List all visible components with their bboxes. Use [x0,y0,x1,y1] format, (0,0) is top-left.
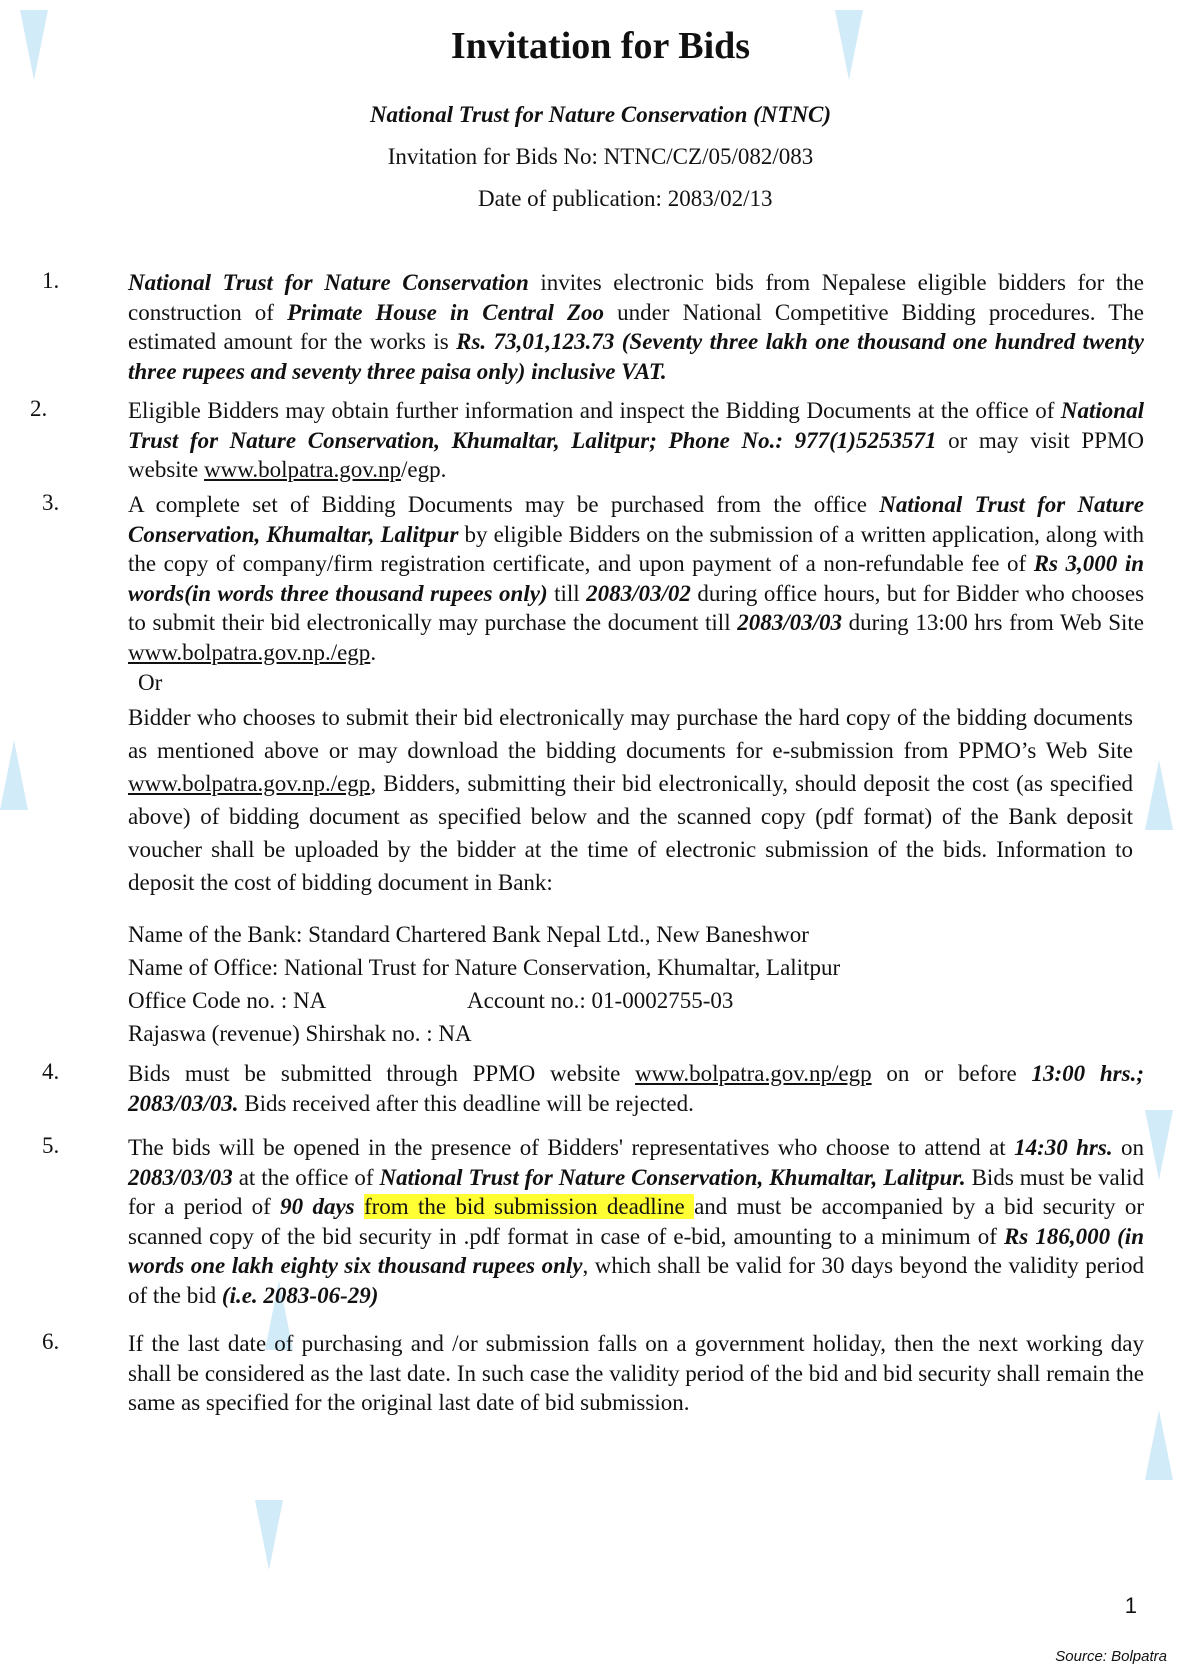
body-text: , Bidders, submitting their bid electronically, should deposit the cost (as specified above) of bidding document as specified below and the scanned copy (pdf format) of the Bank deposit voucher shall be uploaded by the bidder at the time of electronic submission of the bids. Information to deposit the cost of bidding document in Bank: [128,771,1133,895]
ifb-number: Invitation for Bids No: NTNC/CZ/05/082/083 [387,144,814,169]
emphasis-text: Rs. 73,01,123.73 (Seventy three lakh one thousand one hundred twenty three rupees and seventy three paisa only) inclusive VAT. [128,329,1144,384]
body-text: and must be accompanied by a bid security or scanned copy of the bid security in .pdf format in case of e-bid, amounting to a minimum of [128,1194,1144,1249]
body-text: by eligible Bidders on the submission of a written application, along with the copy of company/firm registration certificate, and upon payment of a non-refundable fee of [128,521,1145,576]
link-text[interactable]: www.bolpatra.gov.np./egp [128,771,371,796]
body-text: . [370,639,377,665]
body-text: Bids received after this deadline will be rejected. [238,1090,694,1116]
body-text: The bids will be opened in the presence of Bidders' representatives who choose to attend at [128,1135,1015,1160]
body-text: Bids must be submitted through PPMO website [128,1061,636,1086]
body-text: or may visit PPMO website [128,427,1145,482]
body-text: under National Competitive Bidding procedures. The estimated amount for the works is [128,299,1144,354]
body-text: /egp. [400,457,447,482]
or-separator: Or [138,670,163,695]
source-credit: Source: Bolpatra [1055,1648,1167,1665]
emphasis-text: Rs 186,000 (in words one lakh eighty six thousand rupees only [128,1223,1144,1278]
watermark-arrow-icon [1145,760,1173,830]
body-text: , which shall be valid for 30 days beyond the validity period of the bid [128,1253,1144,1308]
emphasis-text: 2083/03/03 [128,1164,233,1190]
item-number: 3. [42,490,60,515]
office-code: Office Code no. : NA [128,988,327,1013]
body-text: Bids must be valid for a period of [128,1164,1144,1219]
emphasis-text: 14:30 hrs. [1014,1135,1113,1160]
item-number: 5. [42,1133,60,1158]
page-number: 1 [1124,1593,1137,1618]
emphasis-text: 2083/03/03 [737,610,842,635]
body-text: on or before [871,1061,1032,1086]
bank-office-name: Name of Office: National Trust for Nature Conservation, Khumaltar, Lalitpur [128,955,841,980]
body-text: Bidder who chooses to submit their bid electronically may purchase the hard copy of the bidding documents as mentioned above or may download the bidding documents for e-submission from PPMO’s Web Site [128,705,1133,763]
account-number: Account no.: 01-0002755-03 [467,988,734,1013]
bank-name: Name of the Bank: Standard Chartered Bank Nepal Ltd., New Baneshwor [128,922,809,947]
body-text: If the last date of purchasing and /or submission falls on a government holiday, then the next working day shall be considered as the last date. In such case the validity period of the bid and bid security shall remain the same as specified for the original last date of bid submission. [128,1331,1144,1415]
link-text[interactable]: www.bolpatra.gov.np [204,457,401,482]
item-number: 4. [42,1059,60,1084]
emphasis-text: National Trust for Nature Conservation, Khumaltar, Lalitpur [128,492,1144,547]
emphasis-text: National Trust for Nature Conservation, Khumaltar, Lalitpur. [379,1164,966,1190]
watermark-arrow-icon [0,740,28,810]
body-text: invites electronic bids from Nepalese eligible bidders for the construction of [128,270,1144,325]
emphasis-text: National Trust for Nature Conservation, Khumaltar, Lalitpur; Phone No.: 977(1)5253571 [128,398,1144,453]
watermark-arrow-icon [255,1500,283,1570]
item-1-text [128,268,1144,386]
highlighted-text: from the bid submission deadline [363,1194,695,1219]
item-3-text [128,490,1144,667]
publication-date: Date of publication: 2083/02/13 [478,186,773,211]
watermark-arrow-icon [1145,1110,1173,1180]
link-text[interactable]: www.bolpatra.gov.np/egp [635,1061,872,1086]
body-text: A complete set of Bidding Documents may be purchased from the office [128,492,880,517]
item-2-text [128,396,1144,485]
item-number: 1. [42,268,60,293]
item-number: 2. [30,396,48,421]
item-number: 6. [42,1329,60,1354]
link-text[interactable]: www.bolpatra.gov.np./egp [128,639,371,665]
page-title: Invitation for Bids [450,25,751,67]
emphasis-text: Rs 3,000 in words(in words three thousand rupees only) [128,551,1144,606]
organization-name: National Trust for Nature Conservation (NTNC) [369,102,832,127]
body-text: Eligible Bidders may obtain further information and inspect the Bidding Documents at the office of [128,398,1061,423]
body-text: at the office of [232,1164,380,1190]
watermark-arrow-icon [1145,1410,1173,1480]
emphasis-text: 90 days [280,1194,355,1219]
body-text: during office hours, but for Bidder who chooses to submit their bid electronically may purchase the document till [128,580,1145,635]
emphasis-text: 13:00 hrs.; 2083/03/03. [128,1061,1144,1116]
rajaswa-shirshak: Rajaswa (revenue) Shirshak no. : NA [128,1021,472,1046]
body-text: on [1112,1135,1145,1160]
emphasis-text: 2083/03/02 [586,580,691,606]
item-5-text [128,1133,1144,1310]
item-3-electronic-text [128,701,1133,899]
item-6-text [128,1329,1144,1418]
body-text [355,1194,364,1219]
emphasis-text: National Trust for Nature Conservation [128,270,529,295]
body-text: during 13:00 hrs from Web Site [842,610,1144,635]
emphasis-text: Primate House in Central Zoo [287,299,604,325]
body-text: till [547,580,587,606]
emphasis-text: (i.e. 2083-06-29) [221,1282,379,1308]
item-4-text [128,1059,1144,1118]
